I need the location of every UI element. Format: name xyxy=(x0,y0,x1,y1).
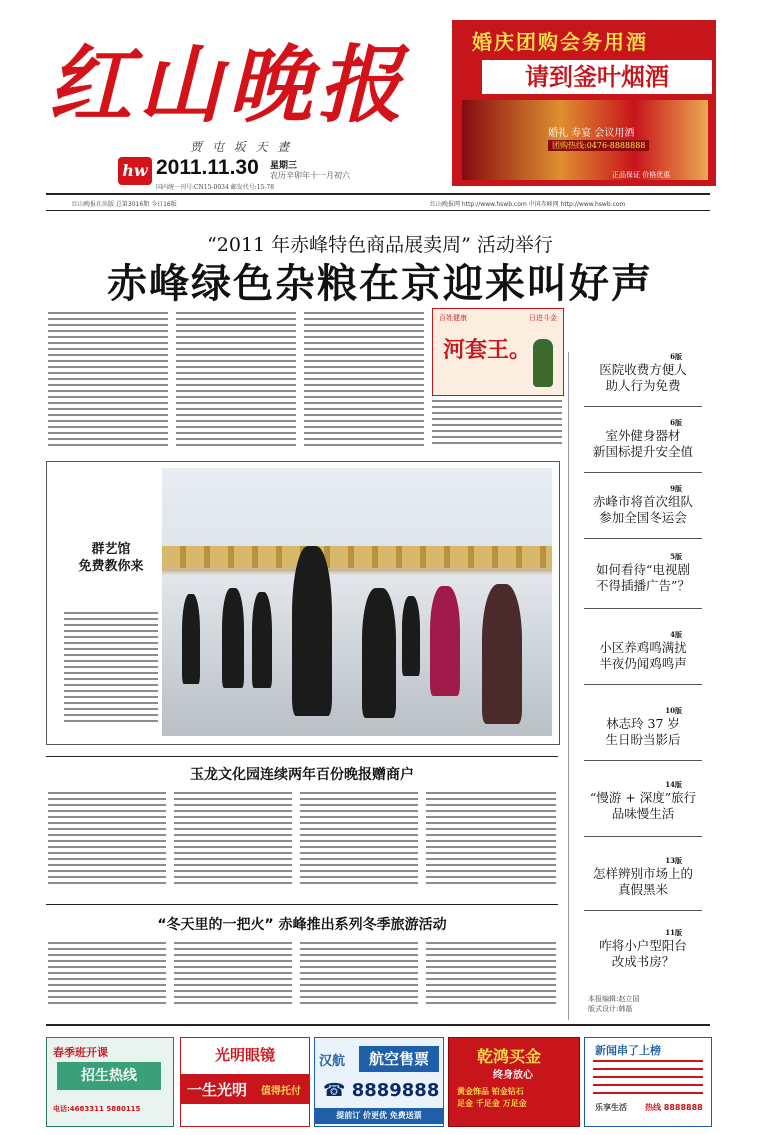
lead-body-col4 xyxy=(432,400,562,446)
ad1-line3: 电话:4683311 5880115 xyxy=(53,1105,141,1113)
photo-story-title[interactable]: 群艺馆 免费教你来 xyxy=(78,542,144,574)
ad1-line2: 招生热线 xyxy=(57,1062,161,1090)
ad1-line1: 春季班开课 xyxy=(53,1046,108,1059)
dancer xyxy=(222,588,244,688)
sidebar-page: 4版 xyxy=(670,630,682,639)
sidebar-divider xyxy=(584,760,702,761)
top-ad-sub1: 婚礼 寿宴 会议用酒 xyxy=(548,128,635,139)
photo-story-body xyxy=(64,612,158,722)
sidebar-editor-note: 本报编辑:赵立国 版式设计:韩磊 xyxy=(588,995,640,1013)
hetaowang-ad[interactable] xyxy=(432,308,564,396)
section1-body-col2 xyxy=(174,792,292,888)
issue-weekday: 星期三 xyxy=(270,161,298,171)
ad4-line1: 乾鸿买金 xyxy=(477,1047,542,1066)
lead-body-col2 xyxy=(176,312,296,446)
ad3-line3: ☎ 8889888 xyxy=(323,1080,440,1101)
sidebar-page: 6版 xyxy=(670,352,682,361)
section2-body-col4 xyxy=(426,942,556,1006)
top-ad-sub2: 团购热线:0476-8888888 xyxy=(548,140,649,151)
sidebar-page: 10版 xyxy=(665,706,682,715)
sidebar-text: 怎样辨别市场上的 真假黑米 xyxy=(592,866,693,897)
dancer xyxy=(182,594,200,684)
top-ad-sub3: 正品保证 价格优惠 xyxy=(612,171,671,179)
bottom-rule xyxy=(46,1024,710,1026)
section1-body-col1 xyxy=(48,792,166,888)
sidebar-text: “慢游 + 深度”旅行 品味慢生活 xyxy=(589,790,697,821)
hetao-ad-tag2: 日进斗金 xyxy=(529,314,557,322)
sidebar-item[interactable] xyxy=(576,630,710,672)
ad2-line3: 值得托付 xyxy=(261,1086,301,1097)
sidebar-divider xyxy=(584,538,702,539)
lead-body-col3 xyxy=(304,312,424,446)
ad3-line4: 提前订 价更优 免费送票 xyxy=(315,1108,443,1124)
sidebar-item[interactable] xyxy=(576,928,710,970)
sidebar-item[interactable] xyxy=(576,856,710,898)
section-rule xyxy=(46,756,558,757)
ad3-line1: 汉航 xyxy=(319,1054,346,1069)
lead-headline[interactable]: 赤峰绿色杂粮在京迎来叫好声 xyxy=(107,261,653,307)
sidebar-page: 11版 xyxy=(665,928,682,937)
sidebar-divider xyxy=(584,910,702,911)
sidebar-text: 咋将小户型阳台 改成书房？ xyxy=(599,938,687,969)
sidebar-text: 赤峰市将首次组队 参加全国冬运会 xyxy=(592,494,693,525)
ad4-line3: 黄金饰品 铂金钻石 足金 千足金 万足金 xyxy=(457,1087,527,1108)
sidebar-divider xyxy=(584,472,702,473)
ad2-line2: 一生光明 xyxy=(187,1081,248,1099)
newspaper-masthead-title: 红山晚报 xyxy=(48,35,409,134)
section-rule xyxy=(46,904,558,905)
wine-bottle-icon xyxy=(533,339,553,387)
rule-info-right: 红山晚报网 http://www.hswb.com 中国赤峰网 http://www.hswb.com xyxy=(430,201,626,208)
top-advertisement[interactable] xyxy=(452,20,716,186)
ad5-line3: 热线 8888888 xyxy=(645,1103,703,1112)
sidebar-divider xyxy=(584,406,702,407)
top-rule xyxy=(46,193,710,195)
sidebar-text: 室外健身器材 新国标提升安全值 xyxy=(592,428,693,459)
ad5-list xyxy=(593,1060,703,1100)
sidebar-divider xyxy=(584,684,702,685)
lead-kicker: “2011 年赤峰特色商品展卖周” 活动举行 xyxy=(207,234,553,256)
sidebar-page: 6版 xyxy=(670,418,682,427)
top-ad-line1: 婚庆团购会务用酒 xyxy=(472,30,648,54)
sidebar-page: 5版 xyxy=(670,552,682,561)
rule-info-left: 红山晚报社出版 总第3016期 今日16版 xyxy=(72,201,177,208)
bottom-ad-news[interactable] xyxy=(584,1037,712,1127)
bottom-ad-glasses[interactable] xyxy=(180,1037,310,1127)
bottom-ad-school[interactable] xyxy=(46,1037,174,1127)
column-divider xyxy=(568,352,569,1020)
ad5-line1: 新闻串了上榜 xyxy=(595,1044,661,1057)
sidebar-item[interactable] xyxy=(576,706,710,748)
sidebar-divider xyxy=(584,608,702,609)
dancer xyxy=(362,588,396,718)
masthead-slogan: 贾 屯 坂 天 晝 xyxy=(190,140,293,154)
dancer xyxy=(430,586,460,696)
sidebar-item[interactable] xyxy=(576,484,710,526)
sidebar-text: 如何看待“电视剧 不得插播广告”？ xyxy=(596,562,690,593)
section1-body-col4 xyxy=(426,792,556,888)
sidebar-item[interactable] xyxy=(576,418,710,460)
sidebar-page: 9版 xyxy=(670,484,682,493)
stage-curtain xyxy=(162,546,552,568)
sidebar-text: 医院收费方便人 助人行为免费 xyxy=(599,362,687,393)
dance-class-photo xyxy=(162,468,552,736)
issue-lunar-date: 农历辛卯年十一月初六 xyxy=(270,171,350,180)
hetao-ad-tag1: 百姓健康 xyxy=(439,314,467,322)
dancer xyxy=(252,592,272,688)
lead-body-col1 xyxy=(48,312,168,446)
section-title-yulong[interactable]: 玉龙文化园连续两年百份晚报赠商户 xyxy=(190,767,414,783)
section1-body-col3 xyxy=(300,792,418,888)
ad5-line2: 乐享生活 xyxy=(595,1103,627,1112)
section2-body-col3 xyxy=(300,942,418,1006)
sidebar-page: 13版 xyxy=(665,856,682,865)
publication-info: 国内统一刊号:CN15-0034 邮发代号:15-78 xyxy=(156,184,275,191)
dancer xyxy=(482,584,522,724)
top-ad-line2: 请到釜叶烟酒 xyxy=(482,60,712,94)
issue-date: 2011.11.30 xyxy=(156,156,259,179)
ad3-line2: 航空售票 xyxy=(359,1046,439,1072)
bottom-ad-gold[interactable] xyxy=(448,1037,580,1127)
sidebar-text: 小区养鸡鸣满扰 半夜仍闻鸡鸣声 xyxy=(599,640,687,671)
sidebar-page: 14版 xyxy=(665,780,682,789)
sidebar-item[interactable] xyxy=(576,780,710,822)
masthead-logo: hw xyxy=(118,157,152,185)
top-rule-thin xyxy=(46,210,710,211)
sidebar-item[interactable] xyxy=(576,352,710,394)
sidebar-divider xyxy=(584,836,702,837)
section2-body-col1 xyxy=(48,942,166,1006)
ad2-line1: 光明眼镜 xyxy=(215,1046,276,1064)
section-title-winter-tourism[interactable]: “冬天里的一把火” 赤峰推出系列冬季旅游活动 xyxy=(157,917,447,933)
sidebar-text: 林志玲 37 岁 生日盼当影后 xyxy=(605,716,681,747)
sidebar-item[interactable] xyxy=(576,552,710,594)
dancer xyxy=(402,596,420,676)
bottom-ad-air-ticket[interactable] xyxy=(314,1037,444,1127)
section2-body-col2 xyxy=(174,942,292,1006)
ad4-line2: 终身放心 xyxy=(493,1070,533,1081)
dancer-front xyxy=(292,546,332,716)
hetao-ad-brand: 河套王。 xyxy=(443,337,532,363)
